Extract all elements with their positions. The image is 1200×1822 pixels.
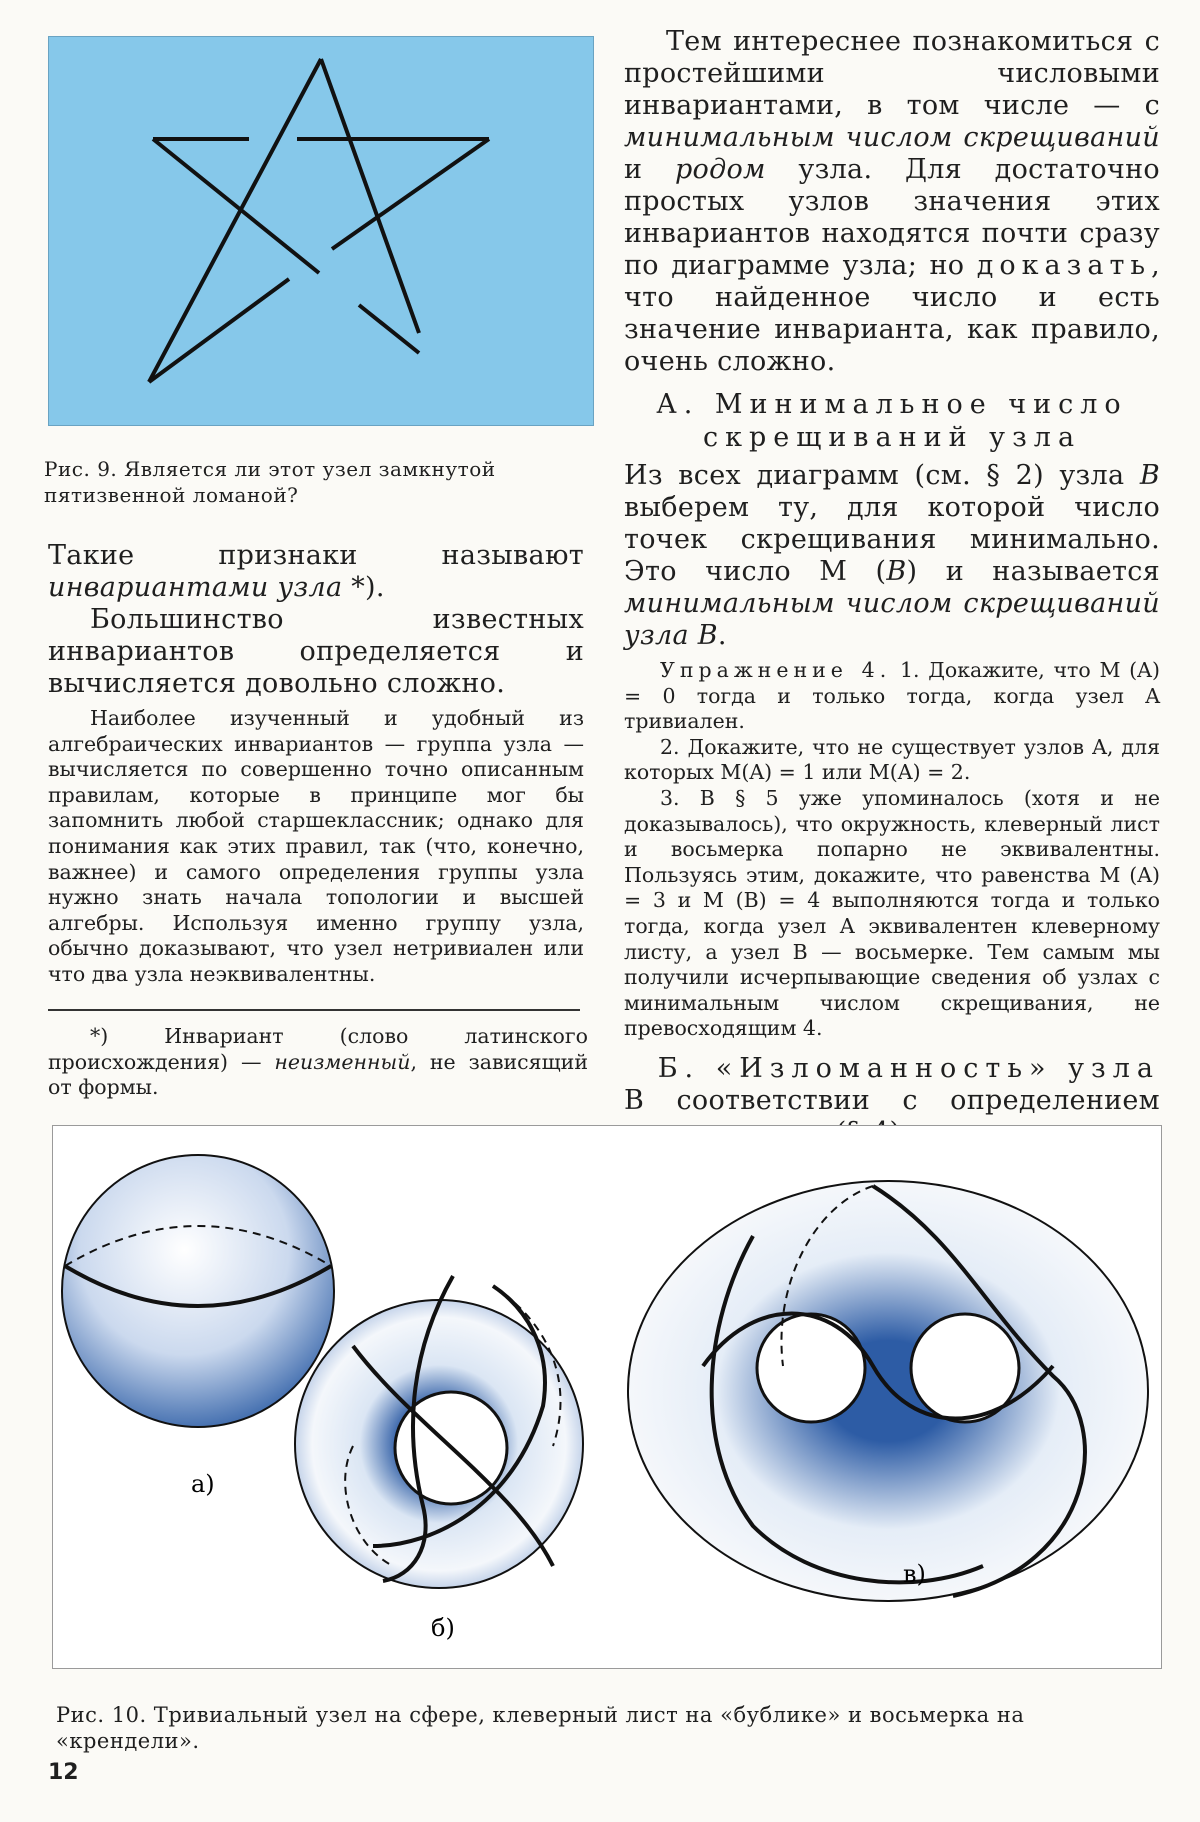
pentagram-knot-diagram xyxy=(49,37,593,425)
exercise-4-part-3: 3. В § 5 уже упоминалось (хотя и не доказывалось), что окружность, клеверный лист и восьмерка попарно не эквивалентны. Пользуясь этим, докажите, что равенства M (A) = 3 и M (B) = 4 выполняются тогда и только тогда, когда узел A эквивалентен клеверному листу, а узел B — восьмерке. Тем самым мы получили исчерпывающие сведения об узлах с минимальным числом скрещивания, не превосходящим 4. xyxy=(624,785,1160,1041)
exercise-4-part-1: Упражнение 4. 1. Докажите, что M (A) = 0 тогда и только тогда, когда узел A тривиален. xyxy=(624,658,1160,734)
page-number: 12 xyxy=(48,1760,79,1785)
footnote: *) Инвариант (слово латинского происхождения) — неизменный, не зависящий от формы. xyxy=(48,1024,588,1100)
paragraph-numeric-invariants: Тем интереснее познакомиться с простейшими числовыми инвариантами, в том числе — с минимальным числом скрещиваний и родом узла. Для достаточно простых узлов значения этих инвариантов находятся почти сразу по диаграмме узла; но доказать, что найденное число и есть значение инварианта, как правило, очень сложно. xyxy=(624,26,1160,377)
right-column xyxy=(624,26,1160,1181)
sphere-trivial-knot xyxy=(62,1155,334,1427)
footnote-divider xyxy=(48,1009,580,1011)
left-column xyxy=(48,540,584,988)
paragraph-invariants: Такие признаки называют инвариантами узла *). xyxy=(48,540,584,603)
exercise-4-part-2: 2. Докажите, что не существует узлов A, для которых M(A) = 1 или M(A) = 2. xyxy=(624,734,1160,785)
label-c: в) xyxy=(903,1560,926,1588)
label-a: а) xyxy=(191,1470,215,1498)
paragraph-tame-knots: В соответствии с определением xyxy=(624,1084,1160,1116)
label-b: б) xyxy=(431,1614,455,1642)
double-torus-figure-eight-knot xyxy=(628,1181,1148,1601)
torus-trefoil-knot xyxy=(295,1276,583,1588)
figure-10-caption: Рис. 10. Тривиальный узел на сфере, клеверный лист на «бублике» и восьмерка на «крендели». xyxy=(56,1703,1025,1753)
figure-10-image xyxy=(52,1125,1162,1669)
section-heading-b: Б. «Изломанность» узла xyxy=(657,1052,1160,1084)
section-heading-a: А. Минимальное число скрещиваний узла xyxy=(656,389,1128,453)
paragraph-knot-group: Наиболее изученный и удобный из алгебраических инвариантов — группа узла — вычисляется по совершенно точно описанным правилам, которые в принципе мог бы запомнить любой старшеклассник; однако для понимания как этих правил, так (что, конечно, важнее) и самого определения группы узла нужно знать начала топологии и высшей алгебры. Используя именно группу узла, обычно доказывают, что узел нетривиален или что два узла неэквивалентны. xyxy=(48,706,584,986)
surfaces-with-knots-diagram xyxy=(53,1126,1161,1668)
paragraph-min-crossing: Из всех диаграмм (см. § 2) узла B выберем ту, для которой число точек скрещивания минимально. Это число M (B) и называется минимальным числом скрещиваний узла B. xyxy=(624,460,1160,651)
paragraph-most-invariants: Большинство известных инвариантов определяется и вычисляется довольно сложно. xyxy=(48,604,584,699)
figure-9-caption: Рис. 9. Является ли этот узел замкнутой пятизвенной ломаной? xyxy=(44,457,496,507)
figure-9-image xyxy=(48,36,594,426)
